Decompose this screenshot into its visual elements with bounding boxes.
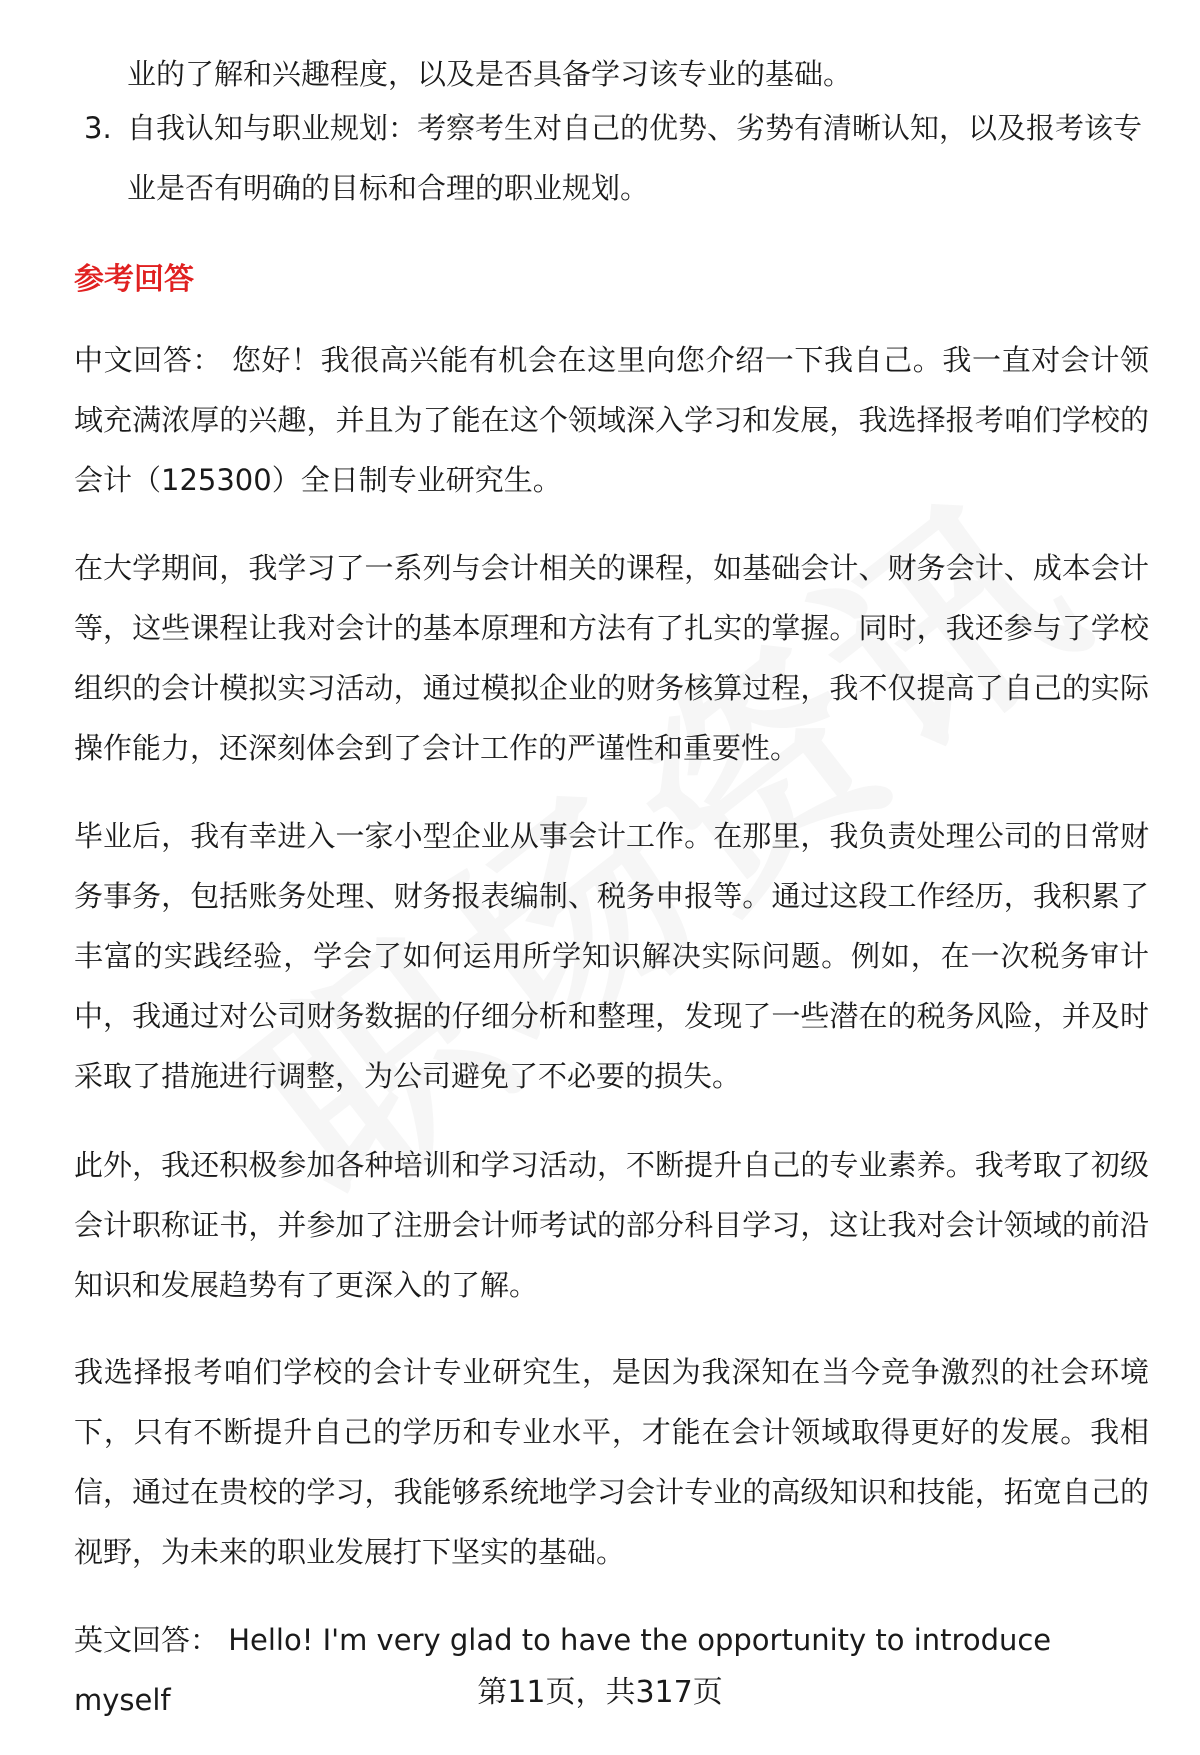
paragraph-chinese-intro: 中文回答： 您好！我很高兴能有机会在这里向您介绍一下我自己。我一直对会计领域充满浓厚的兴趣，并且为了能在这个领域深入学习和发展，我选择报考咱们学校的会计（125300）全日制专业研究生。	[74, 343, 1149, 497]
paragraph-english-intro: 英文回答： Hello! I'm very glad to have the opportunity to introduce myself	[74, 1623, 1052, 1717]
list-item-2-continuation: 业的了解和兴趣程度，以及是否具备学习该专业的基础。	[127, 57, 853, 91]
list-item-3-number: 3.	[84, 111, 112, 145]
paragraph-university: 在大学期间，我学习了一系列与会计相关的课程，如基础会计、财务会计、成本会计等，这些课程让我对会计的基本原理和方法有了扎实的掌握。同时，我还参与了学校组织的会计模拟实习活动，通过模拟企业的财务核算过程，我不仅提高了自己的实际操作能力，还深刻体会到了会计工作的严谨性和重要性。	[74, 551, 1149, 765]
paragraph-training: 此外，我还积极参加各种培训和学习活动，不断提升自己的专业素养。我考取了初级会计职称证书，并参加了注册会计师考试的部分科目学习，这让我对会计领域的前沿知识和发展趋势有了更深入的了解。	[74, 1148, 1149, 1302]
paragraph-work-experience: 毕业后，我有幸进入一家小型企业从事会计工作。在那里，我负责处理公司的日常财务事务，包括账务处理、财务报表编制、税务申报等。通过这段工作经历，我积累了丰富的实践经验，学会了如何运用所学知识解决实际问题。例如，在一次税务审计中，我通过对公司财务数据的仔细分析和整理，发现了一些潜在的税务风险，并及时采取了措施进行调整，为公司避免了不必要的损失。	[74, 819, 1149, 1093]
section-heading: 参考回答	[74, 262, 194, 297]
page-number-footer: 第11页，共317页	[477, 1675, 723, 1710]
list-item-3-text: 自我认知与职业规划：考察考生对自己的优势、劣势有清晰认知，以及报考该专业是否有明确的目标和合理的职业规划。	[127, 111, 1143, 205]
paragraph-motivation: 我选择报考咱们学校的会计专业研究生，是因为我深知在当今竞争激烈的社会环境下，只有不断提升自己的学历和专业水平，才能在会计领域取得更好的发展。我相信，通过在贵校的学习，我能够系统地学习会计专业的高级知识和技能，拓宽自己的视野，为未来的职业发展打下坚实的基础。	[74, 1355, 1149, 1569]
